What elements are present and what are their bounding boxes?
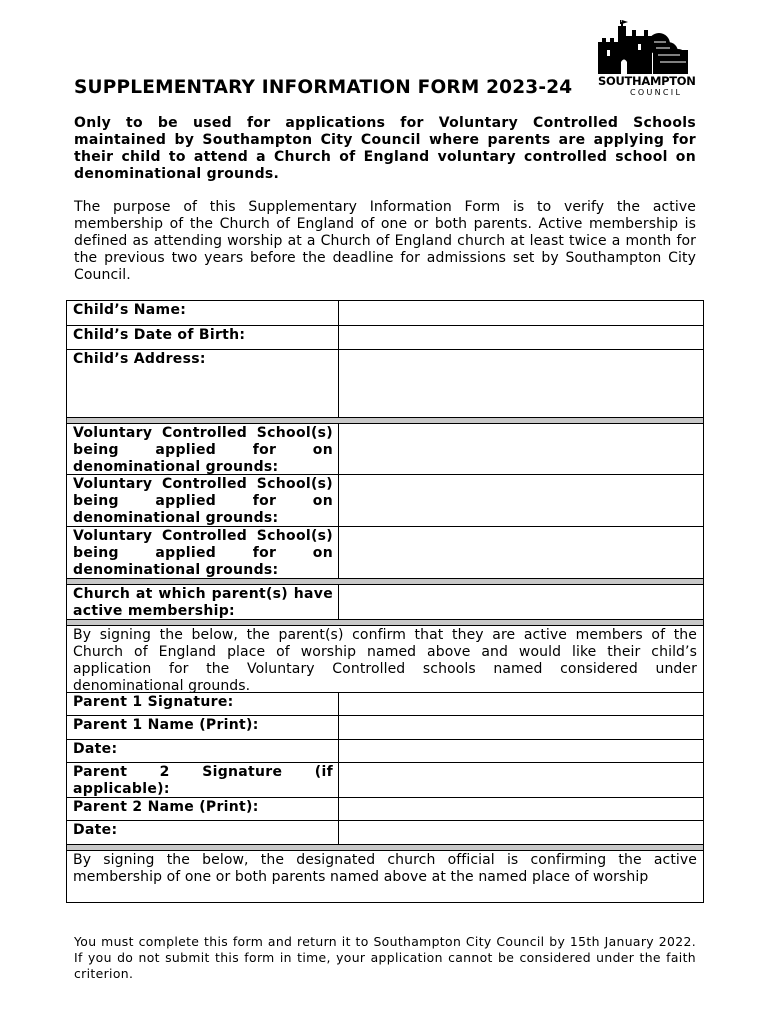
- child-address-field[interactable]: [339, 350, 703, 417]
- school-3-label: Voluntary Controlled School(s) being applied for on denominational grounds:: [67, 527, 339, 578]
- form-row-parent2-signature: [67, 762, 703, 797]
- church-label: Church at which parent(s) have active membership:: [67, 585, 339, 619]
- form-row-parent2-date: [67, 820, 703, 844]
- form-row-school-2: [67, 474, 703, 526]
- form-row-parent2-name: [67, 797, 703, 820]
- church-declaration: By signing the below, the designated church official is confirming the active membership of one or both parents named above at the named place of worship: [67, 850, 703, 902]
- form-row-parent1-name: [67, 715, 703, 739]
- church-field[interactable]: [339, 585, 703, 619]
- parent2-name-label: Parent 2 Name (Print):: [67, 798, 339, 820]
- form-row-church: [67, 584, 703, 619]
- parent1-date-field[interactable]: [339, 740, 703, 762]
- school-2-label: Voluntary Controlled School(s) being applied for on denominational grounds:: [67, 475, 339, 526]
- logo-text-main: SOUTHAMPTON: [598, 74, 696, 88]
- form-row-child-address: [67, 349, 703, 417]
- parent1-date-label: Date:: [67, 740, 339, 762]
- form-row-parent1-date: [67, 739, 703, 762]
- form-row-school-3: [67, 526, 703, 578]
- page-title: SUPPLEMENTARY INFORMATION FORM 2023-24: [74, 77, 573, 98]
- form-row-parent1-signature: [67, 692, 703, 715]
- child-name-label: Child’s Name:: [67, 301, 339, 325]
- council-logo: [596, 20, 696, 100]
- logo-text-sub: COUNCIL: [630, 88, 683, 97]
- purpose-text: The purpose of this Supplementary Information Form is to verify the active membership of the Church of England of one or both parents. Active membership is defined as attending worship at a Church of England church at least twice a month for the previous two years before the deadline for admissions set by Southampton City Council.: [74, 199, 696, 283]
- footer-note: You must complete this form and return it to Southampton City Council by 15th January 2022. If you do not submit this form in time, your application cannot be considered under the faith criterion.: [74, 934, 696, 981]
- form-row-child-dob: [67, 325, 703, 349]
- parent2-date-label: Date:: [67, 821, 339, 844]
- school-1-field[interactable]: [339, 424, 703, 474]
- parent2-date-field[interactable]: [339, 821, 703, 844]
- parent1-name-field[interactable]: [339, 716, 703, 739]
- parent-declaration: By signing the below, the parent(s) confirm that they are active members of the Church of England place of worship named above and would like their child’s application for the Voluntary Controlled schools named considered under denominational grounds.: [67, 625, 703, 692]
- parent1-name-label: Parent 1 Name (Print):: [67, 716, 339, 739]
- school-2-field[interactable]: [339, 475, 703, 526]
- child-address-label: Child’s Address:: [67, 350, 339, 417]
- intro-text: Only to be used for applications for Voluntary Controlled Schools maintained by Southampton City Council where parents are applying for their child to attend a Church of England voluntary controlled school on denominational grounds.: [74, 115, 696, 182]
- castle-icon: [598, 20, 688, 74]
- parent1-signature-label: Parent 1 Signature:: [67, 693, 339, 715]
- parent2-signature-field[interactable]: [339, 763, 703, 797]
- form-row-child-name: [67, 301, 703, 325]
- parent2-name-field[interactable]: [339, 798, 703, 820]
- child-name-field[interactable]: [339, 301, 703, 325]
- parent2-signature-label: Parent 2 Signature (if applicable):: [67, 763, 339, 797]
- child-dob-field[interactable]: [339, 326, 703, 349]
- school-1-label: Voluntary Controlled School(s) being applied for on denominational grounds:: [67, 424, 339, 474]
- school-3-field[interactable]: [339, 527, 703, 578]
- child-dob-label: Child’s Date of Birth:: [67, 326, 339, 349]
- parent1-signature-field[interactable]: [339, 693, 703, 715]
- application-form: [66, 300, 704, 903]
- form-row-school-1: [67, 423, 703, 474]
